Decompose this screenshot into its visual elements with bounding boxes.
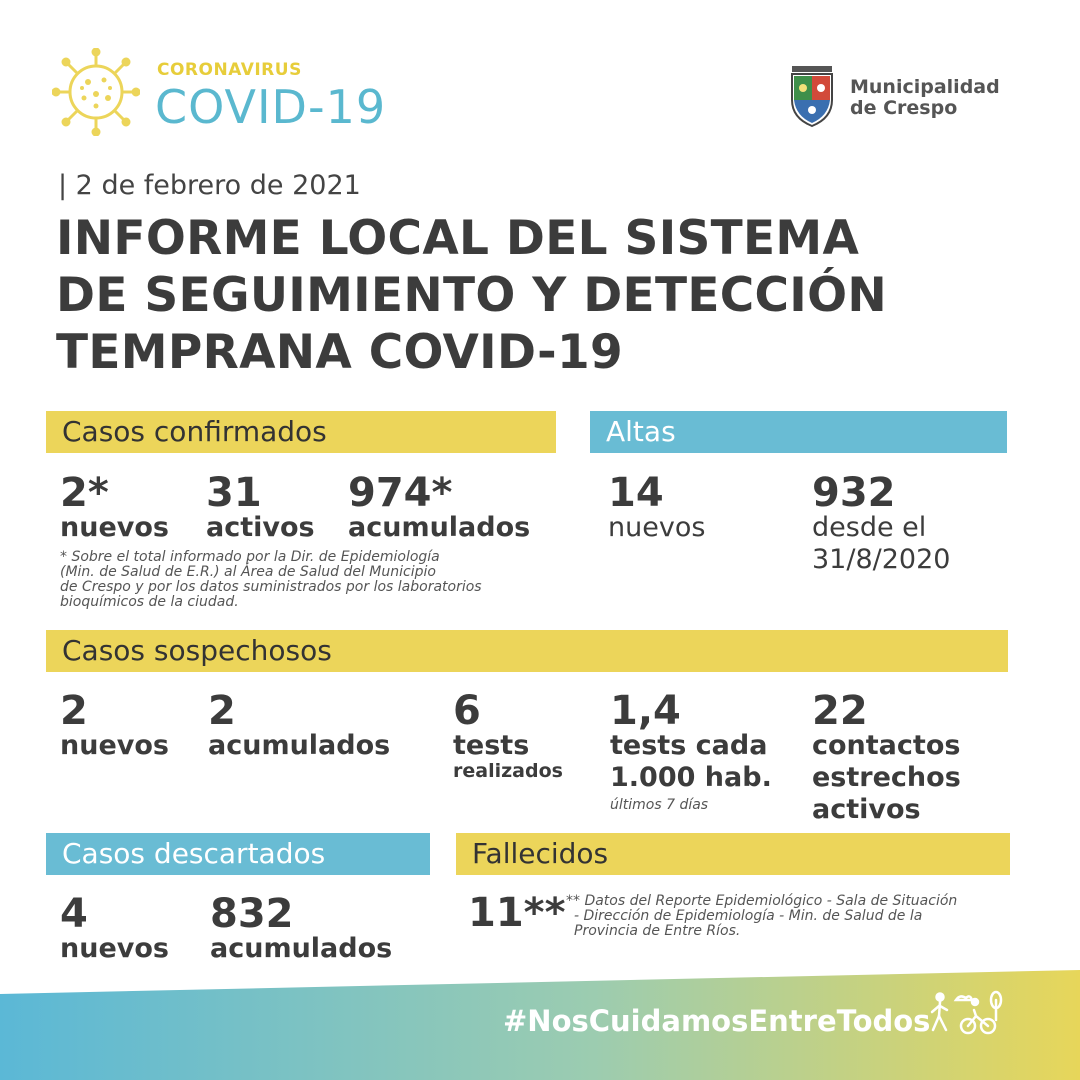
footnote-line4: bioquímicos de la ciudad. <box>60 594 239 610</box>
fallecidos-note-line3: Provincia de Entre Ríos. <box>574 923 741 939</box>
sospechosos-acumulados-value: 2 <box>208 688 236 734</box>
confirmados-nuevos-label: nuevos <box>60 512 169 543</box>
virus-icon <box>52 48 140 136</box>
tests-value: 6 <box>453 688 481 734</box>
crest-logo <box>786 64 838 130</box>
report-date: | 2 de febrero de 2021 <box>58 170 361 201</box>
title-line3: TEMPRANA COVID-19 <box>56 325 623 380</box>
altas-desde-line1: desde el <box>812 512 927 543</box>
tests-label: tests <box>453 730 530 761</box>
altas-nuevos-label: nuevos <box>608 512 706 543</box>
report-title <box>56 210 887 381</box>
sospechosos-acumulados-label: acumulados <box>208 730 391 761</box>
contactos-label <box>812 730 961 826</box>
ratio-label <box>610 730 772 794</box>
title-line1: INFORME LOCAL DEL SISTEMA <box>56 211 860 266</box>
brand-title: COVID-19 <box>155 80 387 134</box>
municipality-line2: de Crespo <box>850 97 958 119</box>
contactos-line1: contactos <box>812 730 961 761</box>
contactos-line2: estrechos <box>812 762 961 793</box>
confirmados-heading: Casos confirmados <box>46 411 556 453</box>
sospechosos-nuevos-label: nuevos <box>60 730 169 761</box>
confirmados-nuevos-value: 2* <box>60 470 109 516</box>
sospechosos-heading: Casos sospechosos <box>46 630 1008 672</box>
ratio-line2: 1.000 hab. <box>610 762 772 793</box>
altas-desde-line2: 31/8/2020 <box>812 544 951 575</box>
altas-desde-label <box>812 512 950 576</box>
descartados-acumulados-value: 832 <box>210 891 294 937</box>
descartados-nuevos-value: 4 <box>60 891 88 937</box>
altas-nuevos-value: 14 <box>608 470 664 516</box>
fallecidos-note-line2: - Dirección de Epidemiología - Min. de Salud de la <box>574 908 923 924</box>
contactos-line3: activos <box>812 794 921 825</box>
fallecidos-value: 11** <box>468 890 566 936</box>
fallecidos-note-line1: ** Datos del Reporte Epidemiológico - Sala de Situación <box>566 893 958 909</box>
descartados-nuevos-label: nuevos <box>60 933 169 964</box>
hashtag: #NosCuidamosEntreTodos <box>503 1004 931 1038</box>
confirmados-activos-value: 31 <box>206 470 262 516</box>
municipality-line1: Municipalidad <box>850 76 1000 98</box>
walk-bike-icon <box>930 990 1006 1036</box>
sospechosos-nuevos-value: 2 <box>60 688 88 734</box>
confirmados-acumulados-label: acumulados <box>348 512 531 543</box>
ratio-note: últimos 7 días <box>610 797 709 813</box>
confirmados-footnote <box>60 550 482 610</box>
ratio-line1: tests cada <box>610 730 768 761</box>
altas-heading: Altas <box>590 411 1007 453</box>
confirmados-acumulados-value: 974* <box>348 470 453 516</box>
confirmados-activos-label: activos <box>206 512 315 543</box>
descartados-acumulados-label: acumulados <box>210 933 393 964</box>
footnote-line3: de Crespo y por los datos suministrados por los laboratorios <box>60 579 482 595</box>
brand-small-label: CORONAVIRUS <box>157 60 302 80</box>
fallecidos-heading: Fallecidos <box>456 833 1010 875</box>
footnote-line2: (Min. de Salud de E.R.) al Área de Salud del Municipio <box>60 564 436 580</box>
footnote-line1: * Sobre el total informado por la Dir. de Epidemiología <box>60 549 440 565</box>
title-line2: DE SEGUIMIENTO Y DETECCIÓN <box>56 268 887 323</box>
tests-sublabel: realizados <box>453 760 563 782</box>
contactos-value: 22 <box>812 688 868 734</box>
municipality-name <box>850 77 1000 119</box>
fallecidos-footnote <box>566 894 957 939</box>
ratio-value: 1,4 <box>610 688 681 734</box>
altas-desde-value: 932 <box>812 470 896 516</box>
descartados-heading: Casos descartados <box>46 833 430 875</box>
